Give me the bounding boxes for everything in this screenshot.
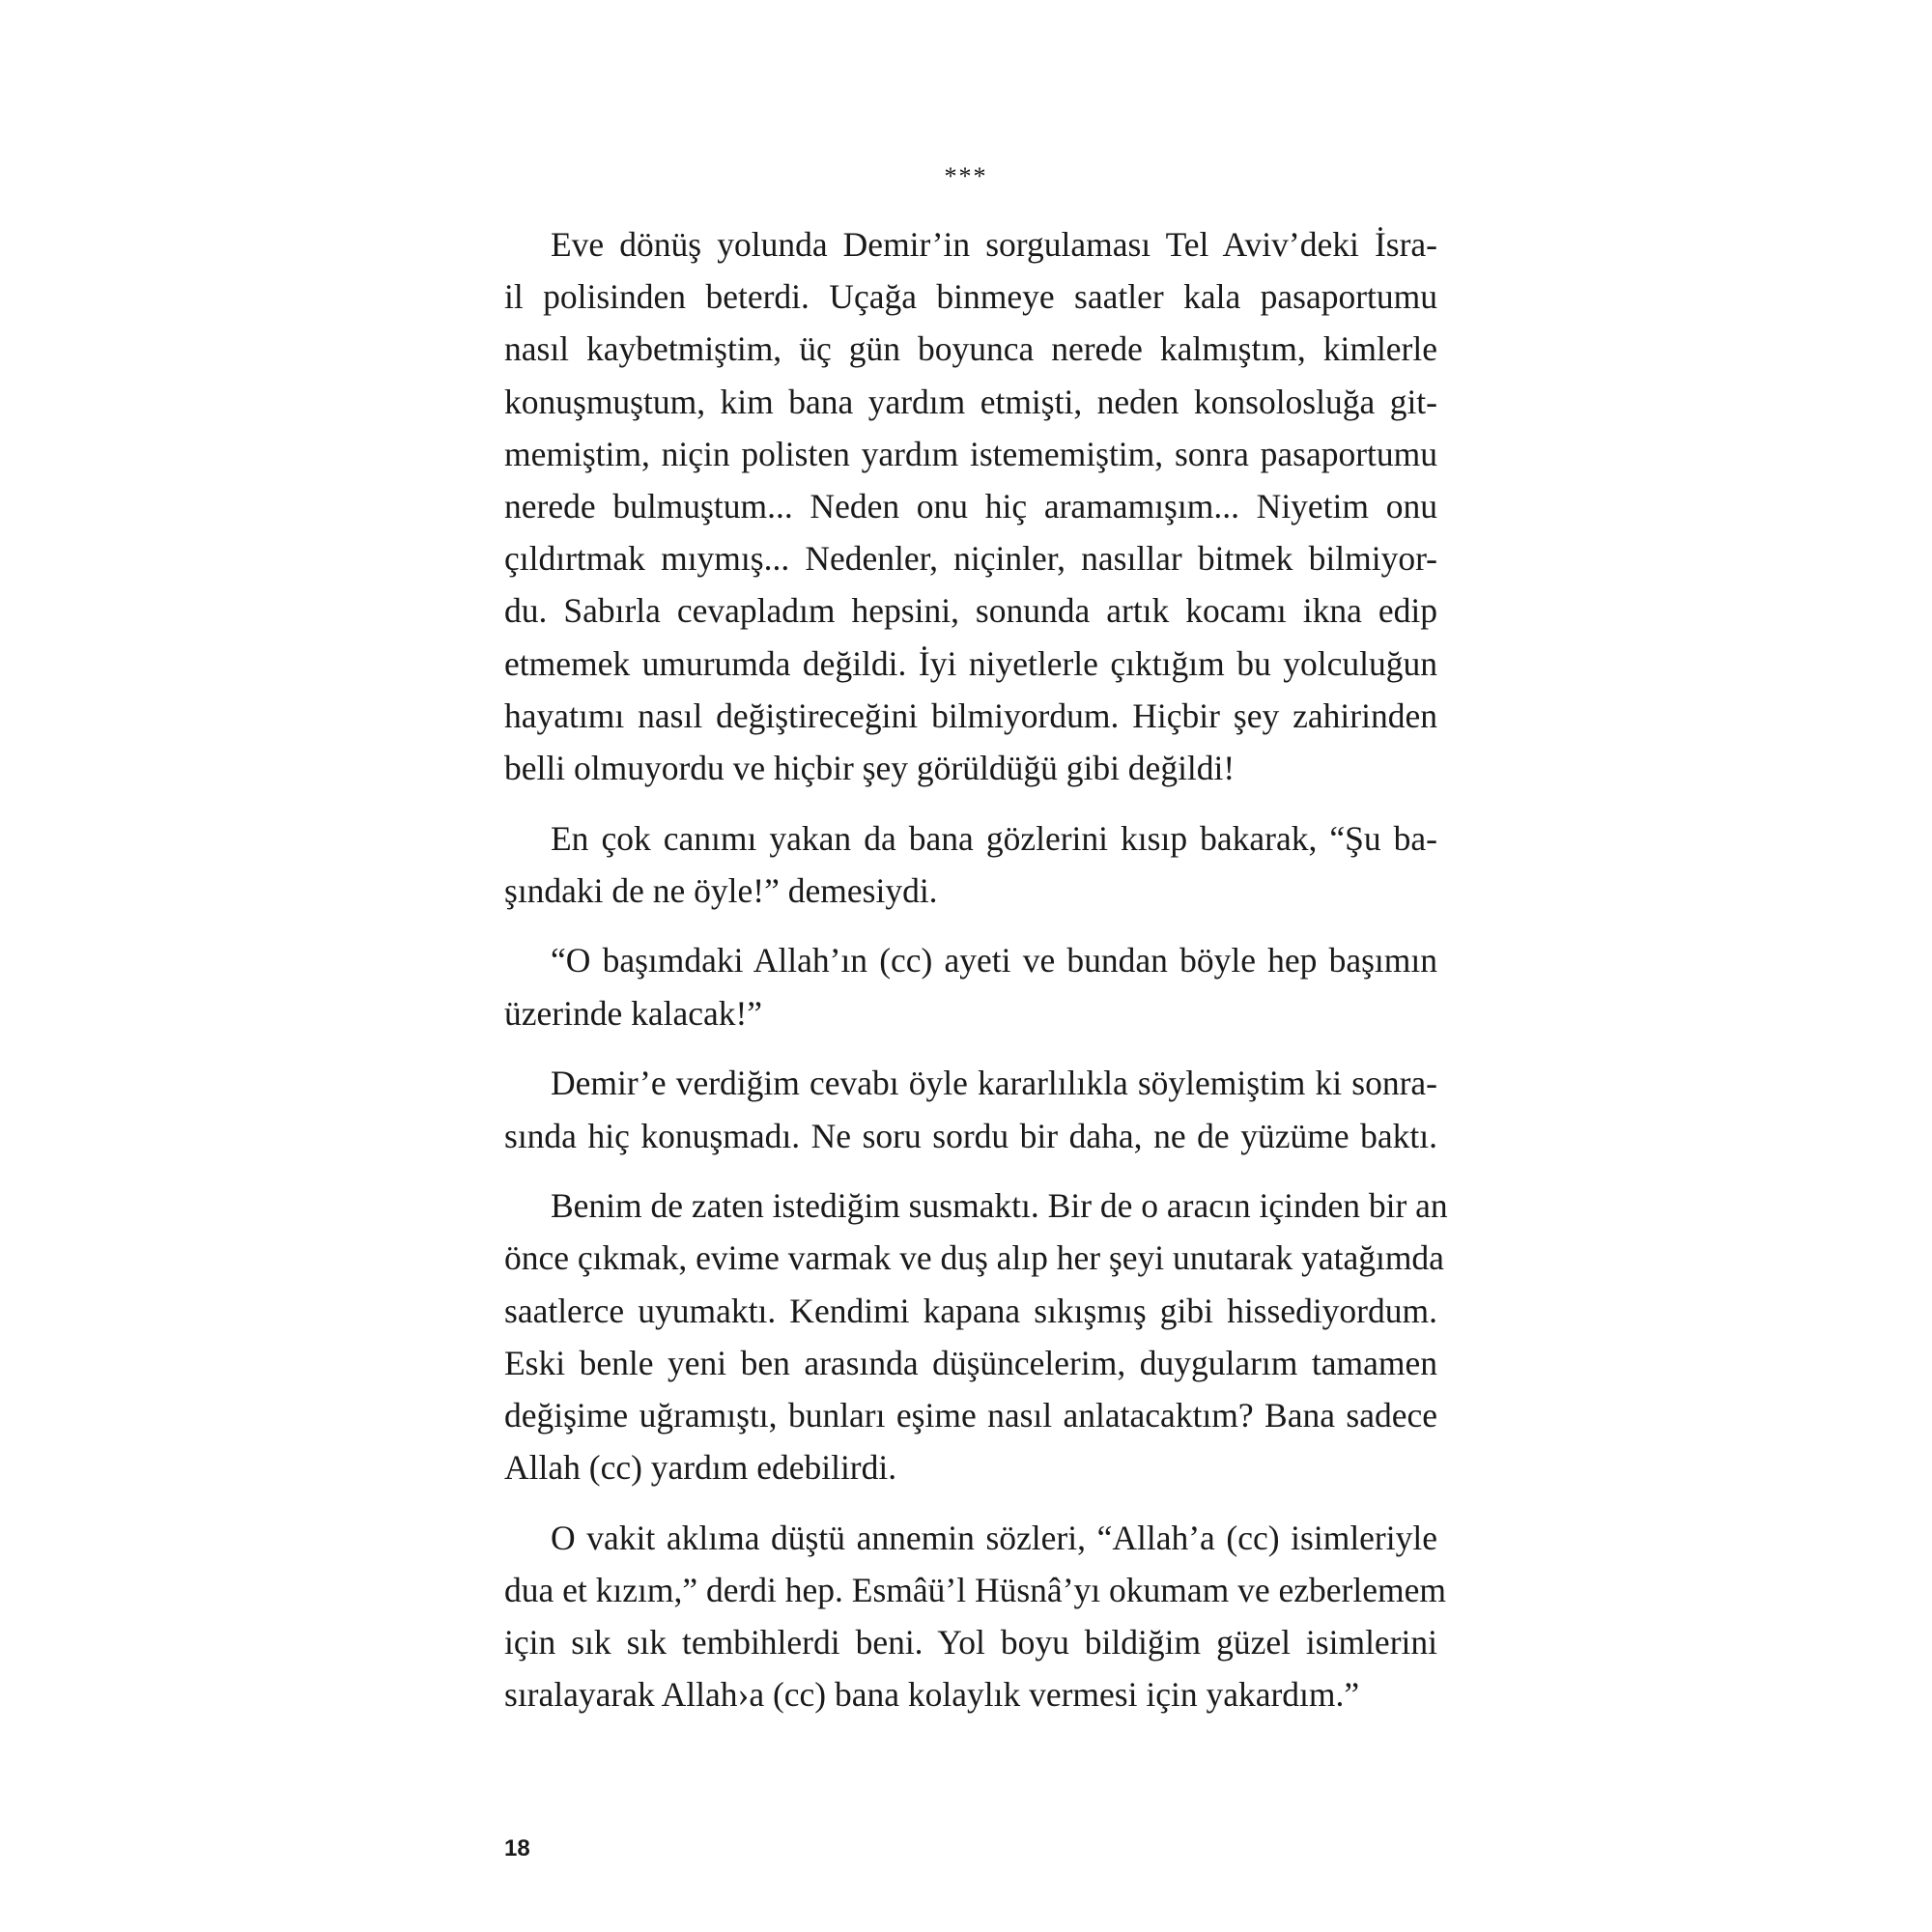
text-line: için sık sık tembihlerdi beni. Yol boyu bildiğim güzel isimlerini (504, 1623, 1437, 1662)
section-separator: *** (944, 162, 988, 190)
text-line: çıldırtmak mıymış... Nedenler, niçinler, nasıllar bitmek bilmiyor- (504, 539, 1437, 579)
text-line: dua et kızım,” derdi hep. Esmâü’l Hüsnâ’yı okumam ve ezberlemem (504, 1571, 1446, 1609)
paragraph (504, 934, 1437, 1038)
paragraph (504, 218, 1437, 794)
text-line: sıralayarak Allah›a (cc) bana kolaylık vermesi için yakardım.” (504, 1675, 1360, 1715)
text-line: Eve dönüş yolunda Demir’in sorgulaması Tel Aviv’deki İsra- (551, 225, 1437, 264)
text-line: belli olmuyordu ve hiçbir şey görüldüğü gibi değildi! (504, 748, 1236, 787)
text-line: değişime uğramıştı, bunları eşime nasıl anlatacaktım? Bana sadece (504, 1395, 1437, 1435)
text-line: il polisinden beterdi. Uçağa binmeye saatler kala pasaportumu (504, 277, 1437, 317)
text-line: O vakit aklıma düştü annemin sözleri, “Allah’a (cc) isimleriyle (551, 1518, 1437, 1557)
text-line: konuşmuştum, kim bana yardım etmişti, neden konsolosluğa git- (504, 382, 1437, 421)
body-text (504, 218, 1448, 1739)
text-line: önce çıkmak, evime varmak ve duş alıp her şeyi unutarak yatağımda (504, 1238, 1444, 1278)
text-line: Eski benle yeni ben arasında düşüncelerim, duygularım tamamen (504, 1343, 1437, 1382)
text-line: hayatımı nasıl değiştireceğini bilmiyordum. Hiçbir şey zahirinden (504, 696, 1437, 735)
paragraph (504, 1057, 1437, 1161)
text-line: En çok canımı yakan da bana gözlerini kısıp bakarak, “Şu ba- (551, 818, 1437, 858)
paragraph (504, 1179, 1448, 1493)
paragraph (504, 1512, 1446, 1721)
text-line: üzerinde kalacak!” (504, 993, 763, 1033)
text-line: sında hiç konuşmadı. Ne soru sordu bir daha, ne de yüzüme baktı. (504, 1116, 1437, 1155)
text-line: du. Sabırla cevapladım hepsini, sonunda artık kocamı ikna edip (504, 591, 1437, 631)
page-number: 18 (504, 1835, 530, 1861)
paragraph (504, 812, 1437, 917)
text-line: nasıl kaybetmiştim, üç gün boyunca nerede kalmıştım, kimlerle (504, 329, 1437, 369)
text-line: “O başımdaki Allah’ın (cc) ayeti ve bundan böyle hep başımın (551, 941, 1437, 980)
text-line: şındaki de ne öyle!” demesiydi. (504, 870, 938, 910)
text-line: etmemek umurumda değildi. İyi niyetlerle çıktığım bu yolculuğun (504, 643, 1437, 683)
text-line: Benim de zaten istediğim susmaktı. Bir de o aracın içinden bir an (551, 1186, 1448, 1226)
text-line: Demir’e verdiğim cevabı öyle kararlılıkla söylemiştim ki sonra- (551, 1064, 1437, 1103)
text-line: Allah (cc) yardım edebilirdi. (504, 1448, 897, 1488)
text-line: nerede bulmuştum... Neden onu hiç aramamışım... Niyetim onu (504, 486, 1437, 526)
text-line: memiştim, niçin polisten yardım istememiştim, sonra pasaportumu (504, 434, 1437, 473)
text-line: saatlerce uyumaktı. Kendimi kapana sıkışmış gibi hissediyordum. (504, 1291, 1437, 1330)
